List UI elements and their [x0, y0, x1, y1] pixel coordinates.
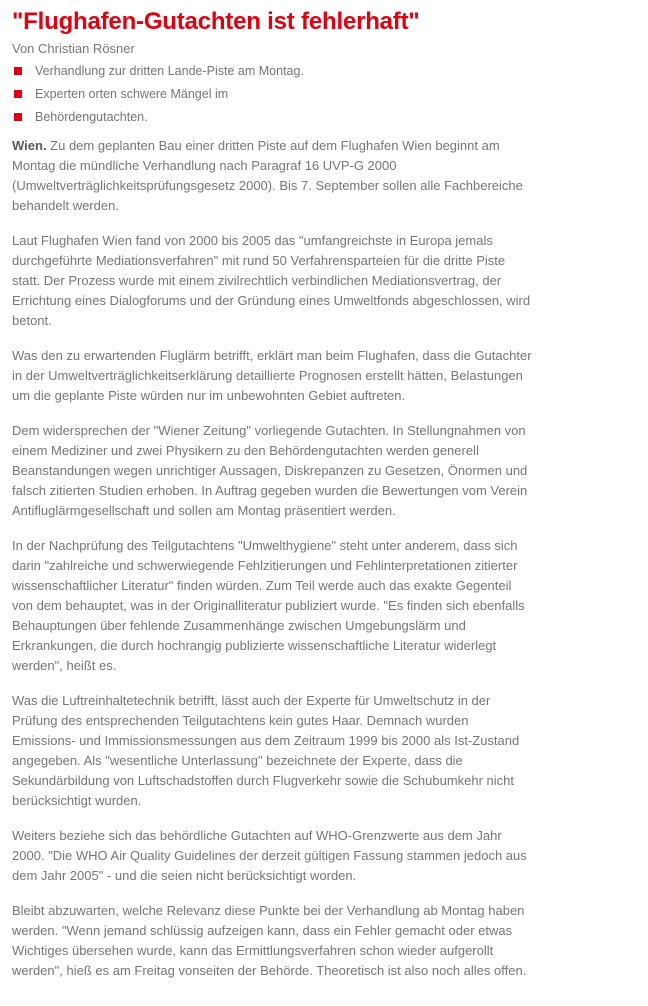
body-paragraph: Was den zu erwartenden Fluglärm betrifft, erklärt man beim Flughafen, dass die Gutachter in der Umweltverträglichkeitserklärung detaillierte Prognosen erstellt hätten, Belastungen um die geplante Piste würden nur im unbewohnten Gebiet auftreten. [12, 348, 532, 403]
body-paragraph: Was die Luftreinhaltetechnik betrifft, lässt auch der Experte für Umweltschutz in der Prüfung des entsprechenden Teilgutachtens kein gutes Haar. Demnach wurden Emissions- und Immissionsmessungen aus dem Zeitraum 1999 bis 2000 als Ist-Zustand angegeben. Als "wesentliche Unterlassung" bezeichnete der Experte, dass die Sekundärbildung von Luftschadstoffen durch Flugverkehr sowie die Schubumkehr nicht berücksichtigt wurden. [12, 693, 520, 808]
summary-bullet-text: Experten orten schwere Mängel im [35, 87, 229, 101]
lead-paragraph [12, 136, 532, 216]
body-paragraph: Dem widersprechen der "Wiener Zeitung" vorliegende Gutachten. In Stellungnahmen von einem Mediziner und zwei Physikern zu den Behördengutachten werden generell Beanstandungen wegen unrichtiger Aussagen, Diskrepanzen zu Gesetzen, Önormen und falsch zitierten Studien erhoben. In Auftrag gegeben wurden die Bewertungen vom Verein Antifluglärmgesellschaft und sollen am Montag präsentiert werden. [12, 423, 528, 518]
body-paragraph: Weiters beziehe sich das behördliche Gutachten auf WHO-Grenzwerte aus dem Jahr 2000. "Die WHO Air Quality Guidelines der derzeit gültigen Fassung stammen jedoch aus dem Jahr 2005" - und die seien nicht berücksichtigt worden. [12, 828, 527, 883]
lead-paragraph-text: Zu dem geplanten Bau einer dritten Piste auf dem Flughafen Wien beginnt am Montag die mündliche Verhandlung nach Paragraf 16 UVP-G 2000 (Umweltverträglichkeitsprüfungsgesetz 2000). Bis 7. September sollen alle Fachbereiche behandelt werden. [12, 138, 523, 213]
summary-bullet-list [12, 65, 634, 124]
summary-bullet-text: Behördengutachten. [35, 110, 148, 124]
summary-bullet-text: Verhandlung zur dritten Lande-Piste am Montag. [35, 64, 304, 78]
article-body [12, 136, 634, 981]
body-paragraph: In der Nachprüfung des Teilgutachtens "Umwelthygiene" steht unter anderem, dass sich darin "zahlreiche und schwerwiegende Fehlzitierungen und Fehlinterpretationen zitierter wissenschaftlicher Literatur" finden würden. Zum Teil werde auch das exakte Gegenteil von dem behauptet, was in der Originalliteratur publiziert wurde. "Es finden sich ebenfalls Behauptungen über fehlende Zusammenhänge zwischen Umgebungslärm und Erkrankungen, die durch hochrangig publizierte wissenschaftliche Literatur widerlegt werden", heißt es. [12, 538, 525, 673]
bullet-square-icon [14, 67, 22, 75]
byline: Von Christian Rösner [12, 41, 135, 56]
summary-bullet-item [12, 111, 634, 124]
bullet-square-icon [14, 90, 22, 98]
dateline: Wien. [12, 138, 47, 153]
summary-bullet-item [12, 65, 634, 78]
body-paragraph: Bleibt abzuwarten, welche Relevanz diese Punkte bei der Verhandlung ab Montag haben werden. "Wenn jemand schlüssig aufzeigen kann, dass ein Fehler gemacht oder etwas Wichtiges übersehen wurde, kann das Ermittlungsverfahren schon wieder aufgerollt werden", hieß es am Freitag vonseiten der Behörde. Theoretisch ist also noch alles offen. [12, 903, 527, 978]
body-paragraph: Laut Flughafen Wien fand von 2000 bis 2005 das "umfangreichste in Europa jemals durchgeführte Mediationsverfahren" mit rund 50 Verfahrensparteien für die dritte Piste statt. Der Prozess wurde mit einem zivilrechtlich verbindlichen Mediationsvertrag, der Errichtung eines Dialogforums und der Gründung eines Umweltfonds abgeschlossen, wird betont. [12, 233, 531, 328]
article-title: "Flughafen-Gutachten ist fehlerhaft" [12, 8, 420, 35]
summary-bullet-item [12, 88, 634, 101]
bullet-square-icon [14, 113, 22, 121]
news-article [12, 8, 634, 981]
